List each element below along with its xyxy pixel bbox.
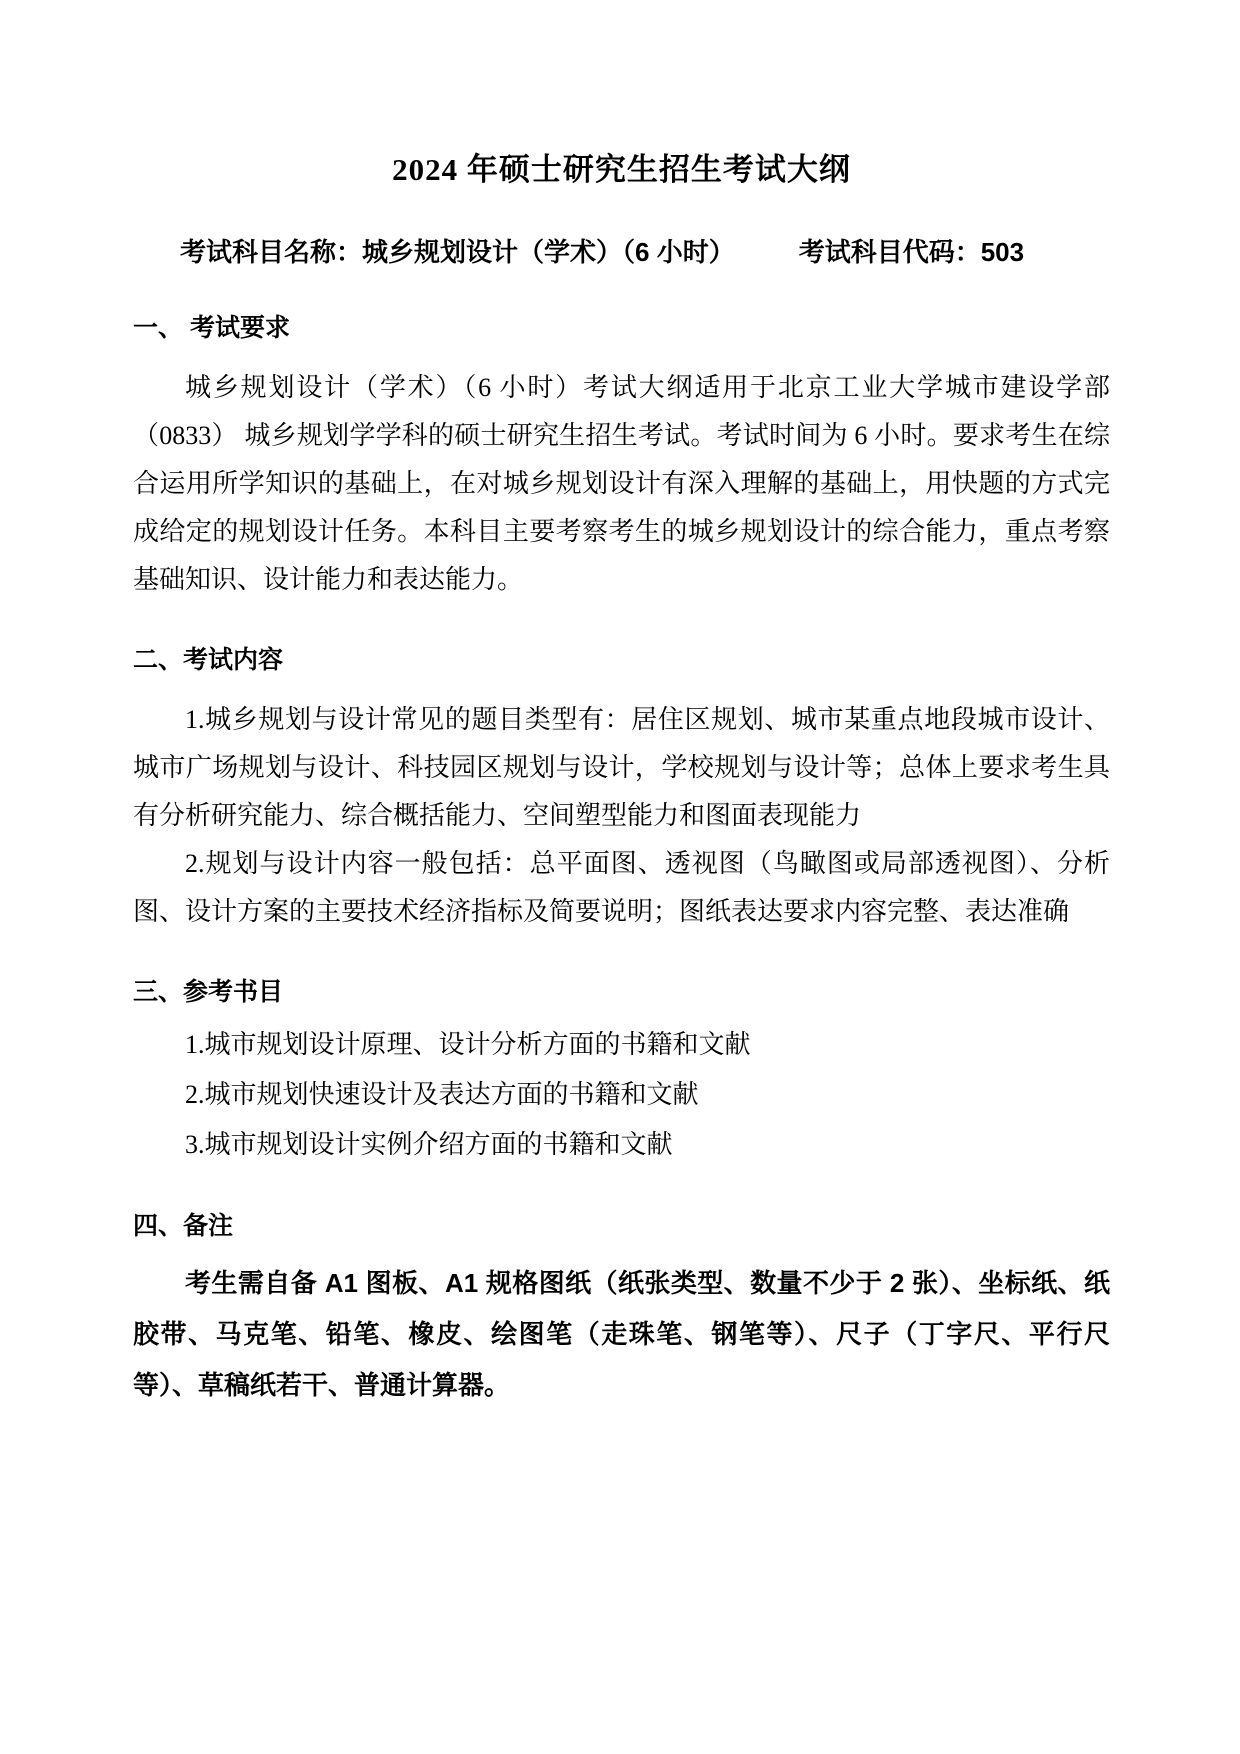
subject-code-value: 503 <box>980 237 1025 267</box>
subject-name-value: 城乡规划设计（学术）（6 小时） <box>362 237 735 267</box>
exam-requirements-paragraph: 城乡规划设计（学术）（6 小时）考试大纲适用于北京工业大学城市建设学部（0833） 城乡规划学学科的硕士研究生招生考试。考试时间为 6 小时。要求考生在综合运用所学知识的基础上，在对城乡规划设计有深入理解的基础上，用快题的方式完成给定的规划设计任务。本科目主要考察考生的城乡规划设计的综合能力，重点考察基础知识、设计能力和表达能力。 <box>133 373 1110 594</box>
section-heading-remarks: 四、备注 <box>133 1212 234 1240</box>
subject-code-label: 考试科目代码： <box>798 237 981 267</box>
reference-book-list <box>133 1020 1110 1170</box>
exam-meta-line <box>133 236 1110 268</box>
reference-book-item: 1.城市规划设计原理、设计分析方面的书籍和文献 <box>185 1030 751 1059</box>
section-heading-exam-requirements: 一、 考试要求 <box>133 314 290 342</box>
reference-book-item: 3.城市规划设计实例介绍方面的书籍和文献 <box>185 1130 673 1159</box>
section-heading-reference-books: 三、参考书目 <box>133 978 284 1006</box>
subject-name-label: 考试科目名称： <box>180 237 363 267</box>
section-heading-exam-content: 二、考试内容 <box>133 646 284 674</box>
remarks-paragraph: 考生需自备 A1 图板、A1 规格图纸（纸张类型、数量不少于 2 张）、坐标纸、纸胶带、马克笔、铅笔、橡皮、绘图笔（走珠笔、钢笔等）、尺子（丁字尺、平行尺等）、草稿纸若干、普通计算器。 <box>133 1268 1110 1400</box>
exam-content-paragraph-1: 1.城乡规划与设计常见的题目类型有：居住区规划、城市某重点地段城市设计、城市广场规划与设计、科技园区规划与设计，学校规划与设计等；总体上要求考生具有分析研究能力、综合概括能力、空间塑型能力和图面表现能力 <box>133 705 1110 830</box>
exam-content-paragraph-2: 2.规划与设计内容一般包括：总平面图、透视图（鸟瞰图或局部透视图）、分析图、设计方案的主要技术经济指标及简要说明；图纸表达要求内容完整、表达准确 <box>133 849 1110 926</box>
reference-book-item: 2.城市规划快速设计及表达方面的书籍和文献 <box>185 1080 699 1109</box>
page-title: 2024 年硕士研究生招生考试大纲 <box>392 152 851 187</box>
